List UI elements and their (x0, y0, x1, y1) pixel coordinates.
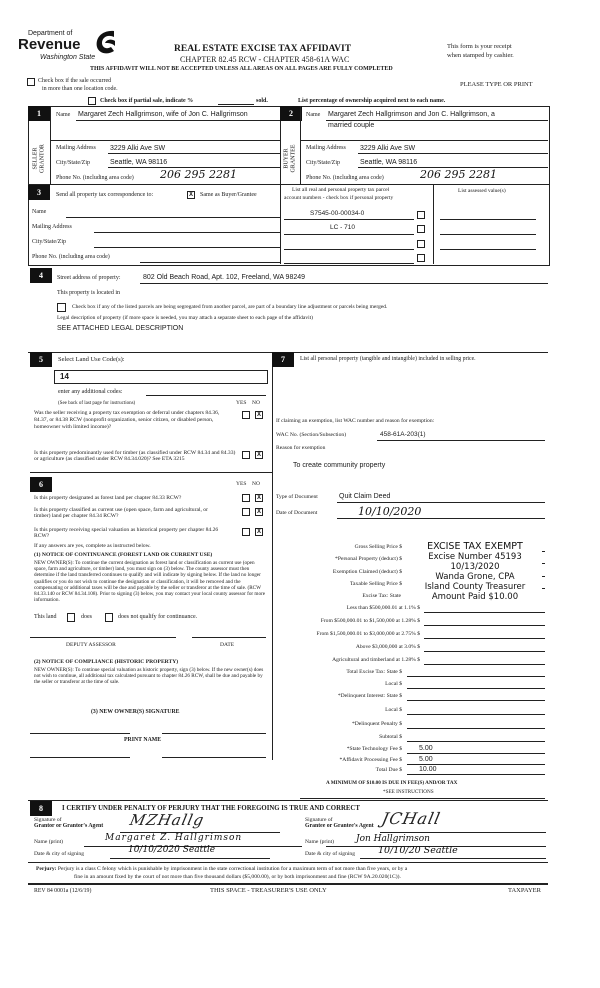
buyer-name-line2: married couple (328, 122, 375, 129)
fee-value: 10.00 (419, 766, 437, 773)
name-label: Name (32, 209, 47, 215)
line (76, 120, 280, 121)
line (337, 502, 545, 503)
stamp-line: 10/13/2020 (450, 562, 500, 572)
grantor-name-field[interactable]: Margaret Z. Hallgrimson (105, 833, 243, 843)
assessed-value-field[interactable] (440, 219, 536, 220)
treasurer-stamp (408, 542, 542, 602)
fee-amount-field[interactable] (424, 651, 545, 652)
see-back-note: (See back of last page for instructions) (58, 401, 136, 406)
line (358, 153, 548, 154)
multi-location-checkbox[interactable] (27, 78, 35, 86)
grantee-signature[interactable]: JCHall (380, 809, 443, 828)
stamp-line: Excise Number 45193 (428, 552, 522, 562)
fee-label: Above $3,000,000 at 3.0% $ (355, 644, 420, 650)
additional-codes-label: enter any additional codes: (58, 389, 123, 395)
fee-amount-field[interactable] (407, 700, 545, 701)
grantor-label: GRANTOR (39, 144, 45, 173)
fee-value: 5.00 (419, 756, 433, 763)
fee-amount-field[interactable] (407, 753, 545, 754)
fee-label: Local $ (385, 681, 402, 687)
forest-question: Is this property designated as forest land per chapter 84.33 RCW? (34, 495, 182, 501)
buyer-label: BUYER (283, 148, 290, 169)
section-divider (272, 352, 273, 760)
does-label: does (81, 614, 92, 620)
section-number: 2 (280, 106, 302, 121)
line (28, 862, 548, 863)
signature-label: Signature of (305, 817, 333, 823)
dept-logo-text: Revenue (18, 36, 81, 53)
buyer-mail-field[interactable]: 3229 Alki Ave SW (360, 145, 416, 152)
parties-box (28, 106, 550, 266)
section-number: 3 (28, 185, 50, 200)
line (28, 800, 548, 801)
line (108, 153, 280, 154)
city-label: City/State/Zip (56, 160, 90, 166)
buyer-side-label (284, 144, 297, 174)
perjury-text-2: fine in an amount fixed by the court of not more than five thousand dollars ($5,000.00), or by both imprisonment and fine (RCW 9A.20.020(1C)). (74, 874, 401, 880)
date-city-label: Date & city of signing (34, 851, 85, 857)
assessed-header: List assessed value(s) (458, 188, 506, 194)
does-not-label: does not qualify for continuance. (118, 614, 198, 620)
buyer-city-field[interactable]: Seattle, WA 98116 (360, 159, 418, 166)
buyer-name-field[interactable]: Margaret Zech Hallgrimson and Jon C. Hallgrimson, a (328, 111, 495, 118)
same-as-label: Same as Buyer/Grantee (200, 192, 257, 198)
name-print-label: Name (print) (34, 839, 64, 845)
line (110, 858, 270, 859)
located-in-label: This property is located in (57, 290, 120, 296)
line (50, 140, 280, 141)
legal-label: Legal description of property (if more space is needed, you may attach a separate sheet to each page of the affidavit) (57, 315, 313, 321)
name-label: Name (306, 112, 321, 118)
mail-label: Mailing Address (32, 224, 72, 230)
does-qualify-checkbox[interactable] (67, 613, 75, 622)
print-name-field[interactable] (162, 757, 266, 758)
line (326, 120, 548, 121)
same-as-buyer-checkbox[interactable]: X (188, 192, 193, 198)
fee-amount-field[interactable] (424, 625, 545, 626)
land-use-label: Select Land Use Code(s): (58, 356, 125, 363)
partial-sale-checkbox[interactable] (88, 97, 96, 105)
partial-sale-label: Check box if partial sale, indicate % (100, 98, 194, 104)
deputy-assessor-label: DEPUTY ASSESSOR (66, 642, 116, 648)
fee-amount-field[interactable] (424, 638, 545, 639)
parcel-header-2: account numbers - check box if personal property (284, 195, 394, 201)
seller-phone-field[interactable]: 206 295 2281 (160, 168, 237, 181)
phone-label: Phone No. (including area code) (32, 254, 110, 260)
fee-amount-field[interactable] (407, 764, 545, 765)
notice1-body: NEW OWNER(S): To continue the current designation as forest land or classification as current use (open space, farm and agriculture, or timber) land, you must sign on (3) below. The county assessor must then determine if the land transferred continues to qualify and will indicate by signing below. If the land no longer qualifies or you do not wish to continue the designation or classification, it will be removed and the compensating or additional taxes will be due and payable by the seller or transferor at the time of sale. (RCW 84.33.140 or RCW 84.34.108). Prior to signing (3) below, you may contact your local county assessor for more information. (34, 560, 266, 604)
grantor-agent-label: Grantor or Grantor's Agent (34, 823, 104, 829)
grantee-agent-label: Grantee or Grantee's Agent (305, 823, 374, 829)
fee-amount-field[interactable] (424, 612, 545, 613)
mail-label: Mailing Address (56, 145, 96, 151)
form-title: REAL ESTATE EXCISE TAX AFFIDAVIT (174, 44, 352, 54)
no-header: NO (252, 400, 260, 406)
seller-mail-field[interactable]: 3229 Alki Ave SW (110, 145, 166, 152)
section3-top-line (28, 184, 549, 185)
parties-divider (280, 106, 281, 264)
mail-label: Mailing Address (306, 145, 346, 151)
land-use-code-field[interactable] (54, 370, 268, 384)
type-or-print: PLEASE TYPE OR PRINT (460, 81, 533, 88)
assessed-value-field[interactable] (440, 234, 536, 235)
sold-label: sold. (256, 98, 268, 104)
line (300, 140, 548, 141)
segregated-checkbox[interactable] (57, 303, 66, 312)
see-instructions: *SEE INSTRUCTIONS (383, 789, 434, 795)
multi-location-line2: in more than one location code. (42, 86, 118, 92)
doc-date-field[interactable]: 10/10/2020 (358, 505, 422, 518)
fee-amount-field[interactable] (407, 714, 545, 715)
stamp-line: Wanda Grone, CPA (435, 572, 515, 582)
fee-label: Total Due $ (375, 767, 402, 773)
section-number: 7 (272, 352, 294, 367)
receipt-line2: when stamped by cashier. (447, 52, 514, 59)
if-yes-note: If any answers are yes, complete as instructed below. (34, 543, 151, 549)
fee-amount-field[interactable] (407, 676, 545, 677)
fee-label: Local $ (385, 707, 402, 713)
seller-label: SELLER (32, 147, 39, 170)
new-owner-signature-field[interactable] (162, 733, 266, 734)
perjury-bold: Perjury: (36, 866, 57, 872)
yes-checkbox[interactable] (242, 494, 250, 502)
fee-label: *Delinquent Penalty $ (351, 721, 402, 727)
fee-amount-field[interactable] (407, 728, 545, 729)
wac-label: WAC No. (Section/Subsection) (276, 432, 347, 438)
exemption-question: Was the seller receiving a property tax exemption or deferral under chapters 84.36, 84.37, or 84.38 RCW (nonprofit organization, senior citizen, or disabled person, homeowner with limited income)? (34, 410, 220, 431)
date-label: DATE (220, 642, 235, 648)
no-checkbox[interactable]: X (256, 495, 261, 501)
new-owner-signature-title: (3) NEW OWNER(S) SIGNATURE (91, 709, 180, 715)
section-number: 4 (30, 268, 52, 283)
parcel-number[interactable]: LC - 710 (330, 224, 355, 231)
print-name-field[interactable] (30, 757, 130, 758)
fee-label: Exemption Claimed (deduct) $ (332, 569, 402, 575)
parcel-header: List all real and personal property tax parcel (292, 187, 390, 193)
corr-mail-field[interactable] (94, 232, 280, 233)
city-label: City/State/Zip (306, 160, 340, 166)
corr-name-field[interactable] (66, 217, 280, 218)
signature-label: Signature of (34, 817, 62, 823)
fee-label: Subtotal $ (379, 734, 402, 740)
line (284, 249, 414, 250)
phone-label: Phone No. (including area code) (306, 175, 384, 181)
line (284, 263, 414, 264)
fee-amount-field[interactable] (424, 664, 545, 665)
yes-checkbox[interactable] (242, 451, 250, 459)
deputy-assessor-signature[interactable] (30, 637, 176, 638)
fee-value: 5.00 (419, 745, 433, 752)
perjury-text: Perjury is a class C felony which is punishable by imprisonment in the state correctional institution for a maximum term of not more than five years, or by a (57, 866, 408, 872)
fee-label: From $1,500,000.01 to $3,000,000 at 2.75% $ (316, 631, 420, 637)
new-owner-signature-field[interactable] (30, 733, 130, 734)
notice1-title: (1) NOTICE OF CONTINUANCE (FOREST LAND OR CURRENT USE) (34, 552, 213, 558)
doc-type-label: Type of Document (276, 494, 318, 500)
warning: THIS AFFIDAVIT WILL NOT BE ACCEPTED UNLESS ALL AREAS ON ALL PAGES ARE FULLY COMPLETED (90, 66, 393, 72)
line (284, 234, 414, 235)
print-name-label: PRINT NAME (124, 737, 162, 743)
exemption-label: If claiming an exemption, list WAC number and reason for exemption: (276, 418, 435, 424)
historic-question: Is this property receiving special valuation as historical property per chapter 84.26 RCW? (34, 527, 219, 539)
notice2-body: NEW OWNER(S): To continue special valuation as historic property, sign (3) below. If the new owner(s) does not wish to continue, all additional tax calculated pursuant to chapter 84.26 RCW, shall be due and payable by the seller or transferor at the time of sale. (34, 667, 264, 686)
fee-label: Agricultural and timberland at 1.28% $ (332, 657, 420, 663)
line (360, 858, 546, 859)
doc-date-label: Date of Document (276, 510, 318, 516)
line (300, 798, 545, 799)
fee-label: Taxable Selling Price $ (350, 581, 402, 587)
partial-percent-field[interactable] (218, 104, 254, 105)
grantor-date-field[interactable]: 10/10/2020 Seattle (128, 845, 216, 855)
phone-label: Phone No. (including area code) (56, 175, 134, 181)
form-id: REV 84 0001a (12/6/19) (34, 888, 92, 894)
fee-label: *Personal Property (deduct) $ (335, 556, 402, 562)
notice2-title: (2) NOTICE OF COMPLIANCE (HISTORIC PROPERTY) (34, 659, 179, 665)
personal-property-checkbox[interactable] (417, 240, 425, 248)
grantee-date-field[interactable]: 10/10/20 Seattle (378, 845, 458, 856)
fee-label: *Affidavit Processing Fee $ (339, 757, 402, 763)
yes-checkbox[interactable] (242, 508, 250, 516)
no-checkbox[interactable]: X (256, 529, 261, 535)
section-number: 8 (30, 801, 52, 816)
minimum-due-note: A MINIMUM OF $10.00 IS DUE IN FEE(S) AND/OR TAX (326, 780, 458, 786)
date-city-label: Date & city of signing (305, 851, 356, 857)
fee-label: From $500,000.01 to $1,500,000 at 1.28% $ (320, 618, 420, 624)
no-header: NO (252, 481, 260, 487)
doc-type-field[interactable]: Quit Claim Deed (339, 493, 391, 500)
stamp-line: Island County Treasurer (424, 582, 526, 592)
name-label: Name (56, 112, 71, 118)
reason-label: Reason for exemption (276, 445, 326, 451)
timber-question: Is this property predominantly used for timber (as classified under RCW 84.34 and 84.33) or agriculture (as classified under RCW 84.34.020)? See ETA 3215 (34, 450, 236, 462)
does-not-qualify-checkbox[interactable] (105, 613, 113, 622)
section-number: 5 (30, 352, 52, 367)
buyer-phone-field[interactable]: 206 295 2281 (420, 168, 497, 181)
seller-name-field[interactable]: Margaret Zech Hallgrimson, wife of Jon C. Hallgrimson (78, 111, 248, 118)
corr-city-field[interactable] (94, 247, 280, 248)
corr-phone-field[interactable] (140, 262, 280, 263)
certify-statement: I CERTIFY UNDER PENALTY OF PERJURY THAT THE FOREGOING IS TRUE AND CORRECT (62, 805, 360, 812)
personal-property-label: List all personal property (tangible and intangible) included in selling price. (300, 356, 476, 362)
no-checkbox[interactable]: X (256, 452, 261, 458)
perjury-notice (36, 867, 407, 873)
line (337, 518, 545, 519)
divider (433, 184, 434, 264)
fee-label: *State Technology Fee $ (346, 746, 402, 752)
dept-line1: Department of (28, 30, 73, 37)
grantee-name-field[interactable]: Jon Hallgrimson (356, 834, 430, 844)
seller-city-field[interactable]: Seattle, WA 98116 (110, 159, 168, 166)
yes-header: YES (236, 400, 247, 406)
line (284, 219, 414, 220)
treasurer-use-only: THIS SPACE - TREASURER'S USE ONLY (210, 887, 327, 894)
city-label: City/State/Zip (32, 239, 66, 245)
yes-checkbox[interactable] (242, 528, 250, 536)
fee-label: Less than $500,000.01 at 1.1% $ (346, 605, 420, 611)
name-print-label: Name (print) (305, 839, 335, 845)
copy-label: TAXPAYER (508, 887, 541, 894)
fee-amount-field[interactable] (407, 741, 545, 742)
parcel-number[interactable]: S7545-00-00034-0 (310, 210, 365, 217)
line (140, 283, 548, 284)
dor-logo-icon (94, 28, 118, 56)
dept-line3: Washington State (40, 54, 96, 61)
reason-field[interactable]: To create community property (293, 462, 386, 469)
line (380, 832, 546, 833)
no-checkbox[interactable]: X (256, 509, 261, 515)
current-use-question: Is this property classified as current use (open space, farm and agricultural, or timber) land per chapter 84.34 RCW? (34, 507, 208, 519)
section-number: 6 (30, 477, 52, 492)
send-label: Send all property tax correspondence to: (56, 192, 154, 198)
assessor-date-field[interactable] (192, 637, 266, 638)
street-label: Street address of property: (57, 275, 121, 281)
this-land-label: This land (34, 614, 57, 620)
additional-codes-field[interactable] (146, 395, 266, 396)
personal-property-checkbox[interactable] (417, 211, 425, 219)
divider (50, 106, 51, 184)
receipt-line1: This form is your receipt (447, 43, 512, 50)
legal-description-field[interactable]: SEE ATTACHED LEGAL DESCRIPTION (57, 325, 184, 332)
fee-label: *Delinquent Interest: State $ (337, 693, 402, 699)
no-checkbox[interactable]: X (256, 412, 261, 418)
fee-label: Excise Tax: State (362, 593, 401, 599)
wac-field[interactable]: 458-61A-203(1) (380, 431, 426, 438)
stamp-line: EXCISE TAX EXEMPT (427, 541, 523, 552)
fee-amount-field[interactable] (407, 774, 545, 775)
fee-label: Total Excise Tax: State $ (346, 669, 402, 675)
personal-property-checkbox[interactable] (417, 254, 425, 262)
yes-header: YES (236, 481, 247, 487)
seller-side-label (33, 144, 46, 174)
line (30, 472, 272, 473)
multi-location-line1: Check box if the sale occurred (38, 78, 112, 84)
grantor-signature[interactable]: MZHallg (128, 811, 207, 829)
fee-amount-field[interactable] (407, 688, 545, 689)
form-subtitle: CHAPTER 82.45 RCW - CHAPTER 458-61A WAC (180, 55, 350, 64)
segregated-label: Check box if any of the listed parcels are being segregated from another parcel, are part of a boundary line adjustment or parcels being merged. (72, 304, 388, 310)
personal-property-checkbox[interactable] (417, 225, 425, 233)
stamp-line: Amount Paid $10.00 (431, 592, 519, 602)
street-address-field[interactable]: 802 Old Beach Road, Apt. 102, Freeland, WA 98249 (143, 274, 306, 281)
line (377, 440, 545, 441)
ownership-note: List percentage of ownership acquired next to each name. (298, 98, 446, 104)
assessed-value-field[interactable] (440, 249, 536, 250)
section-number: 1 (28, 106, 50, 121)
line (28, 883, 548, 885)
grantee-label: GRANTEE (290, 144, 296, 173)
fee-label: Gross Selling Price $ (354, 544, 402, 550)
yes-checkbox[interactable] (242, 411, 250, 419)
land-use-code: 14 (60, 372, 69, 381)
divider (300, 106, 301, 184)
